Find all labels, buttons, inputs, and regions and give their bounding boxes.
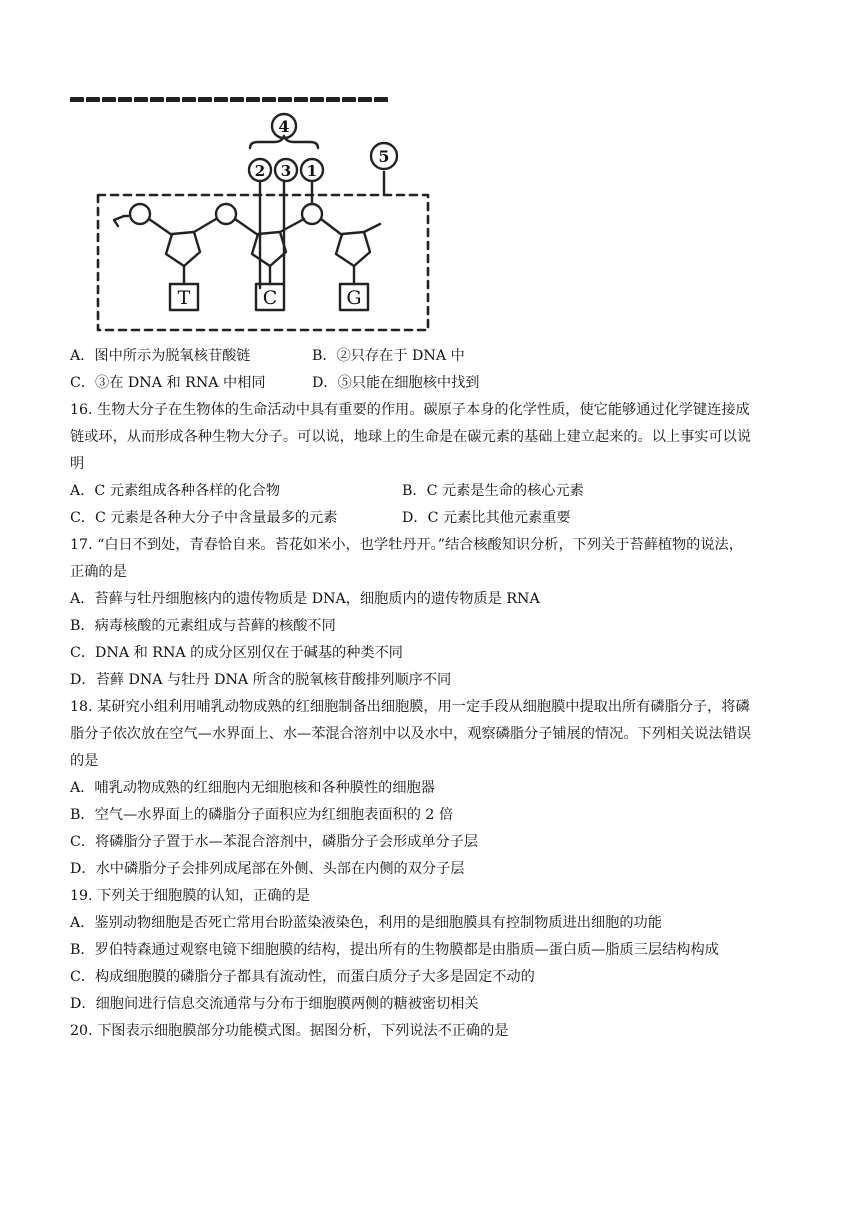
- q16-option-b: B．C 元素是生命的核心元素: [402, 483, 584, 499]
- q16-stem-line-1: 16. 生物大分子在生物体的生命活动中具有重要的作用。碳原子本身的化学性质，使它能够通过化学键连接成: [70, 402, 750, 418]
- q17-stem-line-2: 正确的是: [70, 564, 127, 580]
- sugar-2: [252, 232, 286, 266]
- q17-option-a: A．苔藓与牡丹细胞核内的遗传物质是 DNA，细胞质内的遗传物质是 RNA: [70, 591, 540, 607]
- q15-option-d: D．⑤只能在细胞核中找到: [312, 375, 480, 391]
- q20-stem-line-1: 20. 下图表示细胞膜部分功能模式图。据图分析，下列说法不正确的是: [70, 1023, 509, 1039]
- bond-sugar3-end: [364, 224, 380, 232]
- q19-option-c: C．构成细胞膜的磷脂分子都具有流动性，而蛋白质分子大多是固定不动的: [70, 969, 535, 985]
- base-label-T: T: [177, 287, 191, 309]
- label-4-digit: 4: [278, 117, 290, 136]
- q15-option-a: A．图中所示为脱氧核苷酸链: [70, 348, 251, 364]
- q17-stem-line-1: 17. “白日不到处，青春恰自来。苔花如米小，也学牡丹开。”结合核酸知识分析，下列关于苔藓植物的说法，: [70, 537, 743, 553]
- q19-option-a: A．鉴别动物细胞是否死亡常用台盼蓝染液染色，利用的是细胞膜具有控制物质进出细胞的功能: [70, 915, 662, 931]
- q18-stem-line-3: 的是: [70, 753, 99, 769]
- sugar-1: [166, 232, 200, 266]
- q18-option-a: A．哺乳动物成熟的红细胞内无细胞核和各种膜性的细胞器: [70, 780, 435, 796]
- bond-p3-sugar3: [321, 219, 342, 235]
- q19-option-d: D．细胞间进行信息交流通常与分布于细胞膜两侧的糖被密切相关: [70, 996, 479, 1012]
- bond-p2-sugar2: [235, 219, 258, 235]
- q15-option-b: B．②只存在于 DNA 中: [312, 348, 465, 364]
- bond-sugar1-p2: [194, 219, 216, 232]
- q17-option-d: D．苔藓 DNA 与牡丹 DNA 所含的脱氧核苷酸排列顺序不同: [70, 672, 452, 688]
- bond-p1-sugar1: [149, 219, 172, 235]
- q16-option-a: A．C 元素组成各种各样的化合物: [70, 483, 281, 499]
- label-2-digit: 2: [254, 162, 266, 180]
- q18-option-c: C．将磷脂分子置于水—苯混合溶剂中，磷脂分子会形成单分子层: [70, 834, 479, 850]
- q18-option-d: D．水中磷脂分子会排列成尾部在外侧、头部在内侧的双分子层: [70, 861, 465, 877]
- phosphate-1: [130, 204, 150, 224]
- q18-stem-line-2: 脂分子依次放在空气—水界面上、水—苯混合溶剂中以及水中，观察磷脂分子铺展的情况。下列相关说法错误: [70, 726, 752, 742]
- q18-stem-line-1: 18. 某研究小组利用哺乳动物成熟的红细胞制备出细胞膜，用一定手段从细胞膜中提取出所有磷脂分子，将磷: [70, 699, 750, 715]
- q19-stem-line-1: 19. 下列关于细胞膜的认知，正确的是: [70, 888, 310, 904]
- label-5-digit: 5: [378, 147, 390, 166]
- nucleotide-chain-figure: [66, 92, 430, 338]
- sugar-3: [336, 232, 370, 266]
- q16-option-c: C．C 元素是各种大分子中含量最多的元素: [70, 510, 338, 526]
- base-label-G: G: [346, 287, 362, 309]
- nucleotide-chain-diagram: [66, 92, 430, 338]
- q19-option-b: B．罗伯特森通过观察电镜下细胞膜的结构，提出所有的生物膜都是由脂质—蛋白质—脂质三层结构构成: [70, 942, 719, 958]
- q17-option-b: B．病毒核酸的元素组成与苔藓的核酸不同: [70, 618, 336, 634]
- base-label-C: C: [262, 287, 278, 309]
- label-1-digit: 1: [306, 162, 318, 180]
- q18-option-b: B．空气—水界面上的磷脂分子面积应为红细胞表面积的 2 倍: [70, 807, 454, 823]
- q17-option-c: C．DNA 和 RNA 的成分区别仅在于碱基的种类不同: [70, 645, 403, 661]
- backbone-start: [114, 216, 128, 226]
- label-3-digit: 3: [280, 162, 292, 180]
- phosphate-2: [216, 204, 236, 224]
- q16-stem-line-3: 明: [70, 456, 85, 472]
- q15-option-c: C．③在 DNA 和 RNA 中相同: [70, 375, 266, 391]
- q16-stem-line-2: 链或环，从而形成各种生物大分子。可以说，地球上的生命是在碳元素的基础上建立起来的。以上事实可以说: [70, 429, 752, 445]
- phosphate-3: [302, 204, 322, 224]
- q16-option-d: D．C 元素比其他元素重要: [402, 510, 571, 526]
